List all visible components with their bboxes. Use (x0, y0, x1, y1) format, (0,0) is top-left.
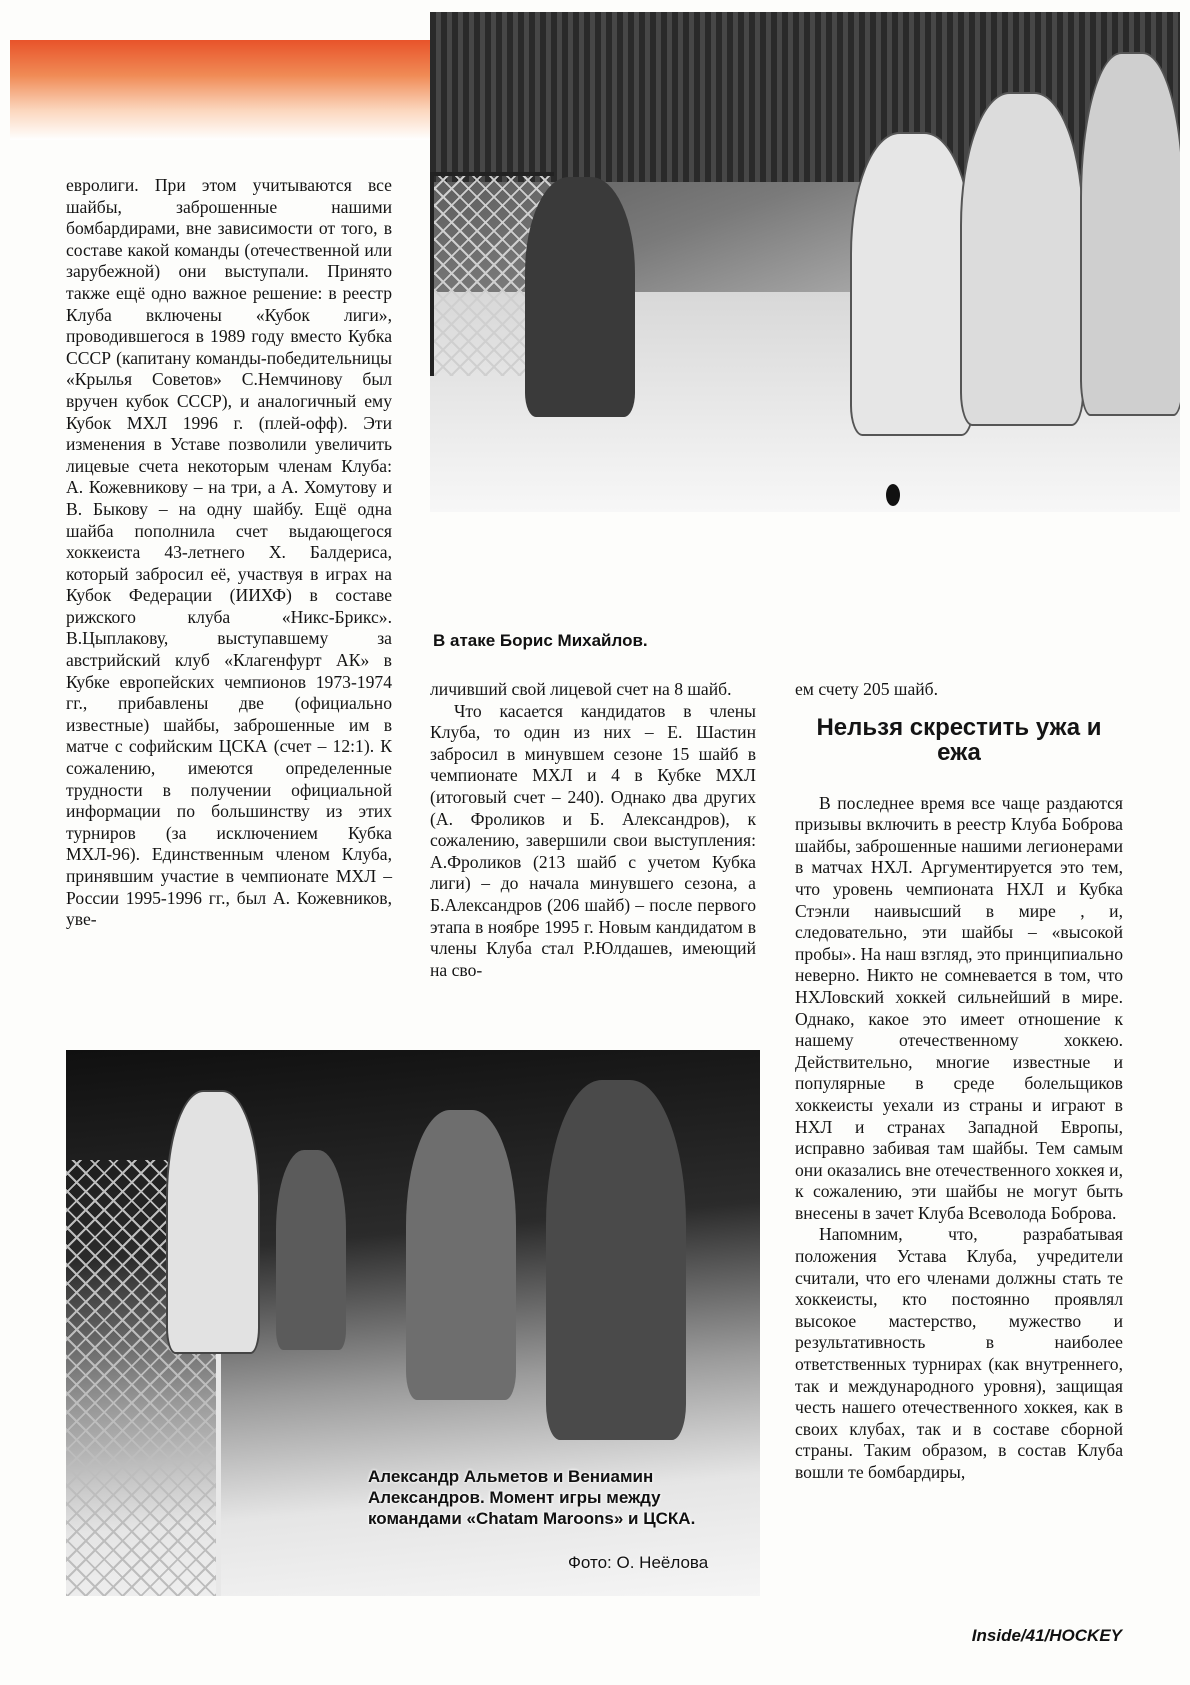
player-figure (406, 1110, 516, 1400)
article-column-3 (795, 679, 1123, 1484)
puck (886, 484, 900, 506)
paragraph: евролиги. При этом учитываются все шайбы, заброшенные нашими бомбардирами, вне зависимости от того, в составе какой команды (отечественной или зарубежной) они выступали. Принято также ещё одно важное решение: в реестр Клуба включены «Кубок лиги», проводившегося в 1989 году вместо Кубка СССР (капитану команды-победительницы «Крылья Советов» С.Немчинову был вручен кубок СССР), и аналогичный ему Кубок МХЛ 1996 г. (плей-офф). Эти изменения в Уставе позволили увеличить лицевые счета некоторым членам Клуба: А. Кожевникову – на три, а А. Хомутову и В. Быкову – на одну шайбу. Ещё одна шайба пополнила счет выдающегося хоккеиста 43-летнего Х. Балдериса, который забросил её, участвуя в играх на Кубок Федерации (ИИХФ) в составе рижского клуба «Никс-Брикс». В.Цыплакову, выступавшему за австрийский клуб «Клагенфурт АК» в Кубке европейских чемпионов 1973-1974 гг., прибавлены две (официально известные) шайбы, заброшенные им в матче с софийским ЦСКА (счет – 12:1). К сожалению, имеются определенные трудности в получении официальной информации по большинству из этих турниров (за исключением Кубка МХЛ-96). Единственным членом Клуба, принявшим участие в чемпионате МХЛ – России 1995-1996 гг., был А. Кожевников, уве- (66, 175, 392, 930)
page-footer: Inside/41/HOCKEY (971, 1626, 1122, 1645)
hockey-photo-top (430, 12, 1180, 512)
paragraph: Напомним, что, разрабатывая положения Устава Клуба, учредители считали, что его членами должны стать те хоккеисты, кто постоянно проявлял высокое мастерство, мужество и результативность в наиболее ответственных турнирах (как внутреннего, так и международного уровня), защищая честь нашего отечественного хоккея, как в своих клубах, так и в составе сборной страны. Таким образом, в состав Клуба вошли те бомбардиры, (795, 1224, 1123, 1482)
paragraph: ем счету 205 шайб. (795, 679, 939, 699)
article-column-1 (66, 175, 392, 931)
paragraph: Что касается кандидатов в члены Клуба, то один из них – Е. Шастин забросил в минувшем сезоне 15 шайб в чемпионате МХЛ и 4 в Кубке МХЛ (итоговый счет – 240). Однако два других (А. Фроликов и Б. Александров), к сожалению, завершили свои выступления: А.Фроликов (213 шайб с учетом Кубка лиги) – до начала минувшего сезона, а Б.Александров (206 шайб) – после первого этапа в ноябре 1995 г. Новым кандидатом в члены Клуба стал Р.Юлдашев, имеющий на сво- (430, 700, 756, 980)
goalie-figure (525, 177, 635, 417)
accent-gradient-bar (10, 40, 432, 140)
paragraph: личивший свой лицевой счет на 8 шайб. (430, 679, 732, 699)
section-heading: Нельзя скрестить ужа и ежа (816, 713, 1102, 766)
paragraph: В последнее время все чаще раздаются призывы включить в реестр Клуба Боброва шайбы, заброшенные нашими легионерами в матчах НХЛ. Аргументируется это тем, что уровень чемпионата НХЛ и Кубка Стэнли наивысший в мире , и, следовательно, эти шайбы – «высокой пробы». На наш взгляд, это принципиально неверно. Никто не сомневается в том, что НХЛовский хоккей сильнейший в мире. Однако, какое это имеет отношение к нашему отечественному хоккею. Действительно, многие известные и популярные в среде болельщиков хоккеисты уехали из страны и играют в НХЛ и странах Западной Европы, исправно забивая там шайбы. Тем самым они оказались вне отечественного хоккея и, к сожалению, эти шайбы не могут быть внесены в зачет Клуба Всеволода Боброва. (795, 792, 1123, 1223)
player-figure (960, 92, 1084, 426)
player-figure (546, 1080, 686, 1440)
article-column-2 (430, 679, 756, 981)
bottom-photo-caption: Александр Альметов и Вениамин Александров. Момент игры между командами «Chatam Maroons» и ЦСКА. (368, 1467, 696, 1528)
player-figure (166, 1090, 260, 1354)
player-figure (1080, 52, 1180, 416)
top-photo-caption: В атаке Борис Михайлов. (433, 631, 648, 650)
player-figure (850, 132, 974, 436)
player-figure (276, 1150, 346, 1350)
photo-credit: Фото: О. Неёлова (568, 1553, 709, 1572)
